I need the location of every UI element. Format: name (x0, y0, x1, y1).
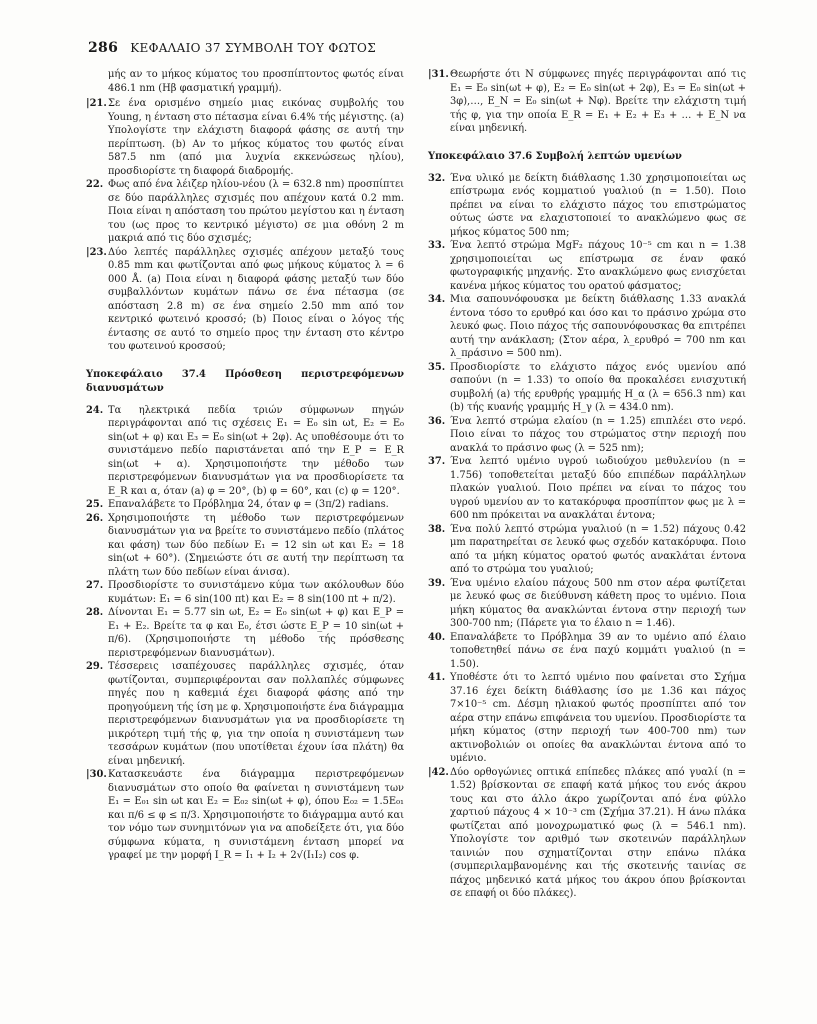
problem-text: Δύο λεπτές παράλληλες σχισμές απέχουν μεταξύ τους 0.85 mm και φωτίζονται από φως μήκους κύματος λ = 6 000 Å. (a) Ποια είναι η διαφορά φάσης μεταξύ των δύο συμβαλλόντων κυμάτων πάνω σε ένα πέτασμα (σε απόσταση 2.8 m) σε ένα σημείο 2.50 mm από τον κεντρικό φωτεινό κροσσό; (b) Ποιος είναι ο λόγος τής έντασης σε αυτό το σημείο προς την ένταση στο κέντρο του φωτεινού κροσσού; (108, 246, 404, 352)
problem-item (86, 178, 404, 246)
problem-item (428, 523, 746, 577)
problem-text: Ένα λεπτό στρώμα MgF₂ πάχους 10⁻⁵ cm και n = 1.38 χρησιμοποιείται ως επίστρωμα σε έναν φακό φωτογραφικής μηχανής. Στο ανακλώμενο φως ενισχύεται κανένα μήκος κύματος του ορατού φάσματος; (450, 240, 746, 292)
problem-text: Μια σαπουνόφουσκα με δείκτη διάθλασης 1.33 ανακλά έντονα τόσο το ερυθρό και όσο και το πράσινο χρώμα στο λευκό φως. Ποιο πάχος τής σαπουνόφουσκας θα επιτρέπει αυτή την ανάκλαση; (Στον αέρα, λ_ερυθρό = 700 nm και λ_πράσινο = 500 nm). (450, 294, 746, 359)
problem-item (428, 239, 746, 293)
problem-number: 29. (86, 661, 104, 672)
problem-item (428, 766, 746, 901)
problem-text: Ένα λεπτό στρώμα ελαίου (n = 1.25) επιπλέει στο νερό. Ποιο είναι το πάχος του στρώματος στην περιοχή που ανακλά το πράσινο φως (λ = 525 nm); (450, 415, 746, 454)
problem-item (428, 577, 746, 631)
problem-number: 32. (428, 172, 446, 184)
problem-text: Φως από ένα λέιζερ ηλίου-νέου (λ = 632.8 nm) προσπίπτει σε δύο παράλληλες σχισμές που απέχουν κατά 0.2 mm. Ποια είναι η απόσταση του πρώτου μεγίστου και η ένταση του (ως προς το κεντρικό μέγιστο) σε μια οθόνη 2 m μακριά από τις δύο σχισμές; (108, 179, 404, 244)
problem-text: Προσδιορίστε το συνιστάμενο κύμα των ακόλουθων δύο κυμάτων: E₁ = 6 sin(100 πt) και E₂ = 8 sin(100 πt + π/2). (108, 580, 404, 605)
problem-item (428, 68, 746, 136)
problem-number: 25. (86, 499, 104, 510)
problem-number: 33. (428, 240, 446, 251)
problem-item (86, 498, 404, 512)
problem-text: Κατασκευάστε ένα διάγραμμα περιστρεφόμενων διανυσμάτων στο οποίο θα φαίνεται η συνιστάμενη των E₁ = E₀₁ sin ωt και E₂ = E₀₂ sin(ωt + φ), όπου E₀₂ = 1.5E₀₁ και π/6 ≤ φ ≤ π/3. Χρησιμοποιήστε το διάγραμμα αυτό και τον νόμο των συνημιτόνων για να αποδείξετε ότι, για δύο σύμφωνα κύματα, η συνιστάμενη ένταση μπορεί να γραφεί με την μορφή I_R = I₁ + I₂ + 2√(I₁I₂) cos φ. (108, 769, 404, 861)
page-header (88, 40, 376, 56)
right-column (428, 68, 746, 901)
problem-item (428, 172, 746, 240)
problem-number: |42. (428, 766, 449, 778)
problem-number: 36. (428, 415, 446, 427)
problem-item (428, 631, 746, 672)
problem-item (86, 97, 404, 178)
left-column (86, 68, 404, 863)
problem-number: 41. (428, 672, 446, 683)
problem-number: 22. (86, 179, 104, 190)
problem-text: Επαναλάβετε το Πρόβλημα 24, όταν φ = (3π/2) radians. (108, 499, 389, 510)
problem-text: Ένα υλικό με δείκτη διάθλασης 1.30 χρησιμοποιείται ως επίστρωμα ενός κομματιού γυαλιού (n = 1.50). Ποιο πρέπει να είναι το ελάχιστο πάχος του επιστρώματος ούτως ώστε να ελαχιστοποιεί το ανακλώμενο φως σε μήκος κύματος 500 nm; (450, 172, 746, 238)
problem-text: Ένα υμένιο ελαίου πάχους 500 nm στον αέρα φωτίζεται με λευκό φως σε διεύθυνση κάθετη προς το υμένιο. Ποια μήκη κύματος θα ανακλώνται έντονα στην περιοχή των 300-700 nm; (Πάρετε για το έλαιο n = 1.46). (450, 577, 746, 629)
problem-text: Προσδιορίστε το ελάχιστο πάχος ενός υμενίου από σαπούνι (n = 1.33) το οποίο θα προκαλέσει ενισχυτική συμβολή (a) τής ερυθρής γραμμής H_α (λ = 656.3 nm) και (b) τής κυανής γραμμής H_γ (λ = 434.0 nm). (450, 361, 746, 413)
problem-item (428, 293, 746, 361)
problem-number: 35. (428, 361, 446, 373)
problem-text: Σε ένα ορισμένο σημείο μιας εικόνας συμβολής του Young, η ένταση στο πέτασμα είναι 6.4% τής μέγιστης. (a) Υπολογίστε την ελάχιστη διαφορά φάσης σε αυτή την περίπτωση. (b) Αν το μήκος κύματος του φωτός είναι 587.5 nm (από μια λυχνία εκκενώσεως ηλίου), προσδιορίστε τη διαφορά διαδρομής. (108, 98, 404, 177)
problem-number: 24. (86, 404, 104, 416)
problem-item (86, 660, 404, 768)
problem-list (86, 97, 404, 354)
problem-text: Θεωρήστε ότι N σύμφωνες πηγές περιγράφονται από τις E₁ = E₀ sin(ωt + φ), E₂ = E₀ sin(ωt + 2φ), E₃ = E₀ sin(ωt + 3φ),…, E_N = E₀ sin(ωt + Nφ). Βρείτε την ελάχιστη τιμή τής φ, για την οποία E_R = E₁ + E₂ + E₃ + … + E_N να είναι μηδενική. (450, 69, 746, 134)
problem-text: Επαναλάβετε το Πρόβλημα 39 αν το υμένιο από έλαιο τοποθετηθεί πάνω σε ένα παχύ κομμάτι γυαλιού (n = 1.50). (450, 631, 746, 670)
problem-number: 28. (86, 607, 104, 618)
problem-text: Τέσσερεις ισαπέχουσες παράλληλες σχισμές, όταν φωτίζονται, συμπεριφέρονται σαν πολλαπλές σύμφωνες πηγές που η καθεμιά έχει διαφορά φάσης από την προηγούμενη τής ίση με φ. Χρησιμοποιήστε ένα διάγραμμα περιστρεφόμενων διανυσμάτων για να προσδιορίσετε τη μικρότερη τιμή τής φ, για την οποία η συνιστάμενη των τεσσάρων κυμάτων (που υποτίθεται έχουν ίσα πλάτη) θα είναι μηδενική. (108, 661, 404, 767)
problem-list (428, 68, 746, 136)
problem-number: 37. (428, 456, 446, 467)
problem-text: Χρησιμοποιήστε τη μέθοδο των περιστρεφόμενων διανυσμάτων για να βρείτε το συνιστάμενο πεδίο (πλάτος και φάση) των δύο πεδίων E₁ = 12 sin ωt και E₂ = 18 sin(ωt + 60°). (Σημειώστε ότι σε αυτή την περίπτωση τα πλάτη των δύο πεδίων είναι άνισα). (108, 512, 404, 578)
problem-number: |30. (86, 769, 107, 780)
section-heading: Υποκεφάλαιο 37.6 Συμβολή λεπτών υμενίων (428, 150, 682, 162)
problem-text: Ένα λεπτό υμένιο υγρού ιωδιούχου μεθυλενίου (n = 1.756) τοποθετείται μεταξύ δύο επιπέδων παράλληλων πλακών γυαλιού. Ποιο πρέπει να είναι το πάχος του υγρού υμενίου αν το κατακόρυφα προσπίπτον φως με λ = 600 nm πρόκειται να ανακλάται έντονα; (450, 456, 746, 521)
problem-item (428, 671, 746, 766)
section-heading: Υποκεφάλαιο 37.4 Πρόσθεση περιστρεφόμενων διανυσμάτων (86, 368, 404, 394)
problem-number: 40. (428, 631, 446, 643)
page-number: 286 (88, 40, 119, 56)
problem-item (86, 579, 404, 606)
running-title: ΚΕΦΑΛΑΙΟ 37 ΣΥΜΒΟΛΗ ΤΟΥ ΦΩΤΟΣ (130, 41, 376, 55)
problem-number: |31. (428, 69, 449, 80)
problem-list (428, 172, 746, 901)
problem-text: Δύο ορθογώνιες οπτικά επίπεδες πλάκες από γυαλί (n = 1.52) βρίσκονται σε επαφή κατά μήκος του ενός άκρου τους και στο άλλο άκρο χωρίζονται από ένα φύλλο χαρτιού πάχους 4 × 10⁻³ cm (Σχήμα 37.21). Η άνω πλάκα φωτίζεται από μονοχρωματικό φως (λ = 546.1 nm). Υπολογίστε τον αριθμό των σκοτεινών παράλληλων ταινιών που σχηματίζονται στην επάνω πλάκα (συμπεριλαμβανομένης και τής σκοτεινής ταινίας σε πάχος μηδενικό κατά μήκος του άκρου όπου βρίσκονται σε επαφή οι δύο πλάκες). (450, 766, 746, 899)
problem-text: Δίνονται E₁ = 5.77 sin ωt, E₂ = E₀ sin(ωt + φ) και E_P = E₁ + E₂. Βρείτε τα φ και E₀, έτσι ώστε E_P = 10 sin(ωt + π/6). (Χρησιμοποιήστε τη μέθοδο τής πρόσθεσης περιστρεφόμενων διανυσμάτων). (108, 607, 404, 659)
problem-number: 38. (428, 523, 446, 535)
problem-number: 26. (86, 512, 104, 524)
problem-text: Τα ηλεκτρικά πεδία τριών σύμφωνων πηγών περιγράφονται από τις σχέσεις E₁ = E₀ sin ωt, E₂ = E₀ sin(ωt + φ) και E₃ = E₀ sin(ωt + 2φ). Ας υποθέσουμε ότι το συνιστάμενο πεδίο παριστάνεται από την E_P = E_R sin(ωt + α). Χρησιμοποιήστε την μέθοδο των περιστρεφόμενων διανυσμάτων για να προσδιορίσετε τα E_R και α, όταν (a) φ = 20°, (b) φ = 60°, και (c) φ = 120°. (108, 404, 404, 497)
problem-item (86, 606, 404, 660)
problem-number: 39. (428, 577, 446, 589)
problem-item (428, 361, 746, 415)
problem-item (86, 246, 404, 354)
problem-number: 27. (86, 580, 104, 591)
problem-text: Υποθέστε ότι το λεπτό υμένιο που φαίνεται στο Σχήμα 37.16 έχει δείκτη διάθλασης ίσο με 1.36 και πάχος 7×10⁻⁵ cm. Δέσμη ηλιακού φωτός προσπίπτει από τον αέρα στην επάνω επιφάνεια του υμενίου. Προσδιορίστε τα μήκη κύματος (στην περιοχή των 400-700 nm) των ακτινοβολιών οι οποίες θα ανακλώνται έντονα από το υμένιο. (450, 672, 746, 764)
problem-item (86, 768, 404, 863)
problem-number: |21. (86, 98, 107, 109)
problem-number: |23. (86, 246, 107, 258)
continued-text: μής αν το μήκος κύματος του προσπίπτοντος φωτός είναι 486.1 nm (Hβ φασματική γραμμή). (108, 69, 404, 94)
problem-item (428, 415, 746, 456)
problem-list (86, 404, 404, 863)
problem-text: Ένα πολύ λεπτό στρώμα γυαλιού (n = 1.52) πάχους 0.42 μm παρατηρείται σε λευκό φως σχεδόν κατακόρυφα. Ποιο από τα μήκη κύματος ορατού φωτός ανακλάται έντονα από το στρώμα του γυαλιού; (450, 523, 746, 575)
problem-item (86, 404, 404, 499)
problem-item (428, 455, 746, 523)
problem-number: 34. (428, 294, 446, 305)
problem-item (86, 512, 404, 580)
